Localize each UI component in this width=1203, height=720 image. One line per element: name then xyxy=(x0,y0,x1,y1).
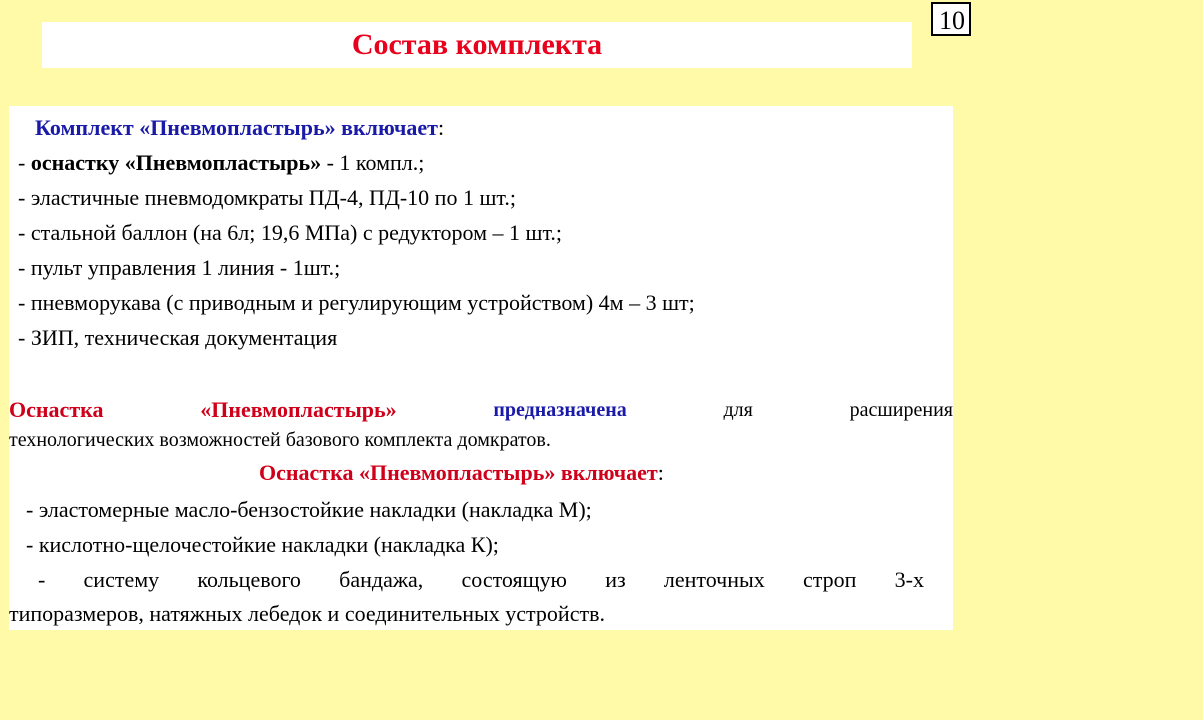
equipment-word: - xyxy=(38,567,46,592)
kit-item: - стальной баллон (на 6л; 19,6 МПа) с редуктором – 1 шт.; xyxy=(18,220,563,245)
purpose-word: Оснастка xyxy=(9,397,104,422)
equipment-item-last-line-2: типоразмеров, натяжных лебедок и соединительных устройств. xyxy=(9,601,605,626)
equipment-word: строп xyxy=(803,567,857,592)
purpose-word: расширения xyxy=(849,399,953,421)
kit-heading-colon: : xyxy=(437,115,445,140)
equipment-word: кольцевого xyxy=(197,567,301,592)
kit-heading-line xyxy=(9,114,979,142)
equipment-word: из xyxy=(605,567,626,592)
purpose-line-2: технологических возможностей базового комплекта домкратов. xyxy=(9,429,551,451)
purpose-word: «Пневмопластырь» xyxy=(200,397,397,422)
title-banner xyxy=(42,22,912,68)
equipment-item: - эластомерные масло-бензостойкие накладки (накладка М); xyxy=(26,497,592,522)
kit-item: - ЗИП, техническая документация xyxy=(18,325,338,350)
equipment-word: 3-х xyxy=(894,567,924,592)
equipment-heading-colon: : xyxy=(657,460,664,485)
equipment-word: систему xyxy=(83,567,160,592)
content-panel xyxy=(9,106,953,630)
equipment-heading-line xyxy=(9,459,1203,487)
kit-item-dash: - xyxy=(18,150,31,175)
page-number: 10 xyxy=(931,2,971,36)
equipment-item-last-line-1 xyxy=(9,566,924,594)
page-title: Состав комплекта xyxy=(351,28,603,61)
equipment-word: состоящую xyxy=(461,567,567,592)
purpose-line-1 xyxy=(9,396,953,424)
purpose-word: предназначена xyxy=(493,399,627,421)
kit-item: - эластичные пневмодомкраты ПД-4, ПД-10 по 1 шт.; xyxy=(18,185,516,210)
kit-item xyxy=(9,149,962,177)
equipment-word: бандажа, xyxy=(339,567,424,592)
kit-item-bold: оснастку «Пневмопластырь» xyxy=(30,150,322,175)
kit-item-rest: - 1 компл.; xyxy=(321,150,425,175)
kit-item: - пневморукава (с приводным и регулирующим устройством) 4м – 3 шт; xyxy=(18,290,695,315)
equipment-word: ленточных xyxy=(663,567,765,592)
purpose-word: для xyxy=(723,399,753,421)
equipment-heading: Оснастка «Пневмопластырь» включает xyxy=(259,460,658,485)
kit-heading: Комплект «Пневмопластырь» включает xyxy=(35,115,438,140)
equipment-item: - кислотно-щелочестойкие накладки (накладка К); xyxy=(26,532,499,557)
kit-item: - пульт управления 1 линия - 1шт.; xyxy=(18,255,341,280)
